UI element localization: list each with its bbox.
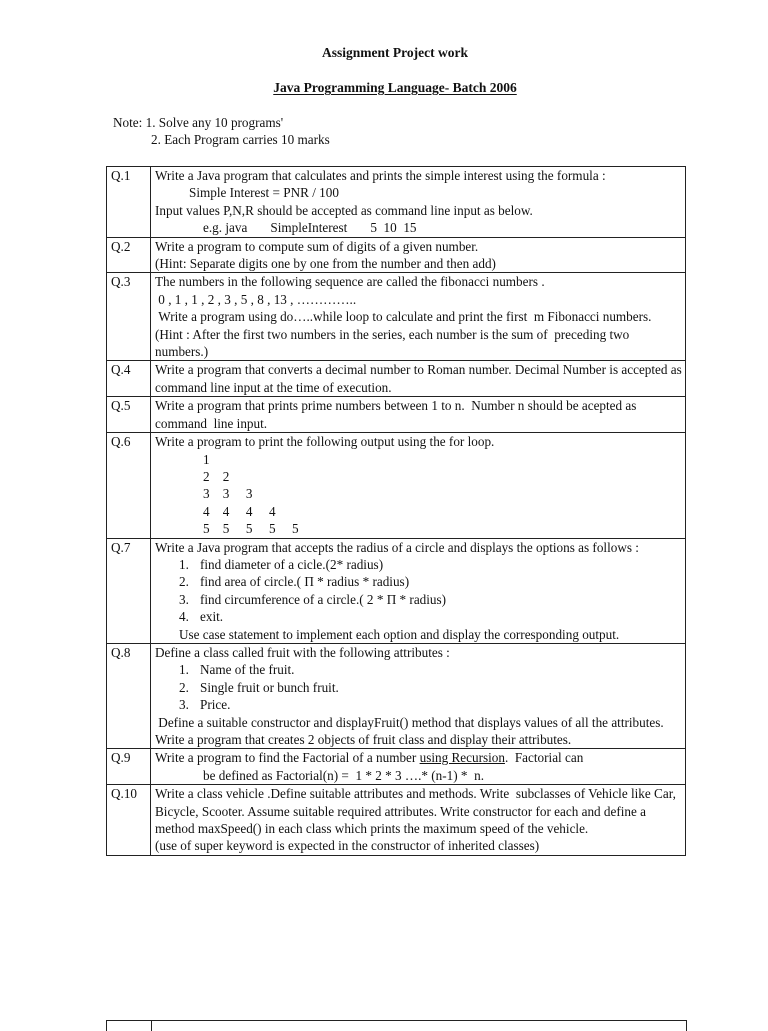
table-row [107,397,686,433]
question-number: Q.2 [107,237,151,273]
list-item-text: Single fruit or bunch fruit. [200,679,339,695]
document-title: Assignment Project work [322,45,468,60]
question-example: e.g. java SimpleInterest 5 10 15 [203,220,417,236]
question-number: Q.8 [107,643,151,748]
pattern-row: 3 3 3 [203,486,253,502]
list-item-text: find diameter of a cicle.(2* radius) [200,556,384,572]
question-line: Define a class called fruit with the following attributes : [155,644,450,660]
question-text [151,538,686,643]
question-number: Q.7 [107,538,151,643]
pattern-row: 2 2 [203,468,230,484]
question-line: Write a program that converts a decimal number to Roman number. Decimal Number is accepted as command line input at the time of execution. [155,362,686,395]
question-text [151,433,686,538]
question-number: Q.1 [107,167,151,238]
question-number: Q.6 [107,433,151,538]
question-text [151,785,686,856]
question-hint: (Hint: Separate digits one by one from the number and then add) [155,256,496,272]
list-item [155,573,683,590]
question-line [155,749,683,766]
question-number: Q.4 [107,361,151,397]
list-item-number: 4. [179,609,189,625]
pattern-row: 1 [203,451,210,467]
list-item [155,556,683,573]
next-table-edge [106,1020,687,1031]
underlined-phrase: using Recursion [419,750,505,766]
question-footer: Use case statement to implement each option and display the corresponding output. [179,626,620,642]
table-row [107,433,686,538]
question-footer: Define a suitable constructor and displayFruit() method that displays values of all the attributes. Write a program that creates 2 objects of fruit class and display their attributes. [155,714,667,747]
question-number: Q.10 [107,785,151,856]
question-line: Write a program to print the following output using the for loop. [155,434,495,450]
list-item-number: 2. [179,679,189,695]
table-row [107,538,686,643]
table-row [107,643,686,748]
question-line: Write a program using do…..while loop to calculate and print the first m Fibonacci numbers. [155,309,652,325]
question-line-start: Write a program to find the Factorial of a number [155,750,420,766]
list-item-text: find area of circle.( Π * radius * radius) [200,574,410,590]
question-text [151,167,686,238]
list-item-text: Price. [200,697,231,713]
question-line: The numbers in the following sequence are called the fibonacci numbers . [155,274,545,290]
question-text [151,749,686,785]
list-item-number: 3. [179,591,189,607]
table-row [107,361,686,397]
list-item-number: 1. [179,556,189,572]
question-text [151,273,686,361]
question-line: Write a program to compute sum of digits of a given number. [155,238,479,254]
list-item-text: exit. [200,609,224,625]
pattern-row: 5 5 5 5 5 [203,521,299,537]
note-block [113,114,330,148]
list-item-number: 2. [179,574,189,590]
pattern-row: 4 4 4 4 [203,503,276,519]
question-number: Q.9 [107,749,151,785]
list-item [155,591,683,608]
fibonacci-sequence: 0 , 1 , 1 , 2 , 3 , 5 , 8 , 13 , ………….. [155,291,357,307]
question-text [151,643,686,748]
list-item-number: 1. [179,662,189,678]
question-text [151,237,686,273]
list-item-text: Name of the fruit. [200,662,295,678]
list-item [155,679,683,696]
document-subtitle [0,79,768,96]
table-row [107,749,686,785]
list-item [155,608,683,625]
table-row [107,167,686,238]
factorial-definition: be defined as Factorial(n) = 1 * 2 * 3 ….* (n-1) * n. [203,767,485,783]
question-number: Q.5 [107,397,151,433]
question-formula: Simple Interest = PNR / 100 [189,185,339,201]
table-row [107,785,686,856]
note-line-2: 2. Each Program carries 10 marks [151,132,330,147]
question-line: Input values P,N,R should be accepted as command line input as below. [155,202,533,218]
table-row [107,273,686,361]
questions-table [106,166,686,856]
list-item-number: 3. [179,697,189,713]
list-item [155,696,683,713]
question-text [151,361,686,397]
question-line-end: . Factorial can [504,750,584,766]
question-note: (use of super keyword is expected in the constructor of inherited classes) [155,838,540,854]
subtitle-text: Java Programming Language- Batch 2006 [273,80,517,95]
table-row [107,237,686,273]
question-text [151,397,686,433]
list-item-text: find circumference of a circle.( 2 * Π * radius) [200,591,447,607]
column-divider [151,1021,152,1031]
question-line: Write a program that prints prime numbers between 1 to n. Number n should be acepted as command line input. [155,398,640,431]
question-number: Q.3 [107,273,151,361]
list-item [155,661,683,678]
question-line: Write a Java program that accepts the radius of a circle and displays the options as follows : [155,539,639,555]
note-line-1: Note: 1. Solve any 10 programs' [113,115,284,130]
question-hint: (Hint : After the first two numbers in the series, each number is the sum of preceding two numbers.) [155,326,633,360]
question-line: Write a class vehicle .Define suitable attributes and methods. Write subclasses of Vehicle like Car, Bicycle, Scooter. Assume suitable required attributes. Write constructor for each and define a method maxSpeed() in each class which prints the maximum speed of the vehicle. [155,786,680,837]
question-line: Write a Java program that calculates and prints the simple interest using the formula : [155,168,606,183]
